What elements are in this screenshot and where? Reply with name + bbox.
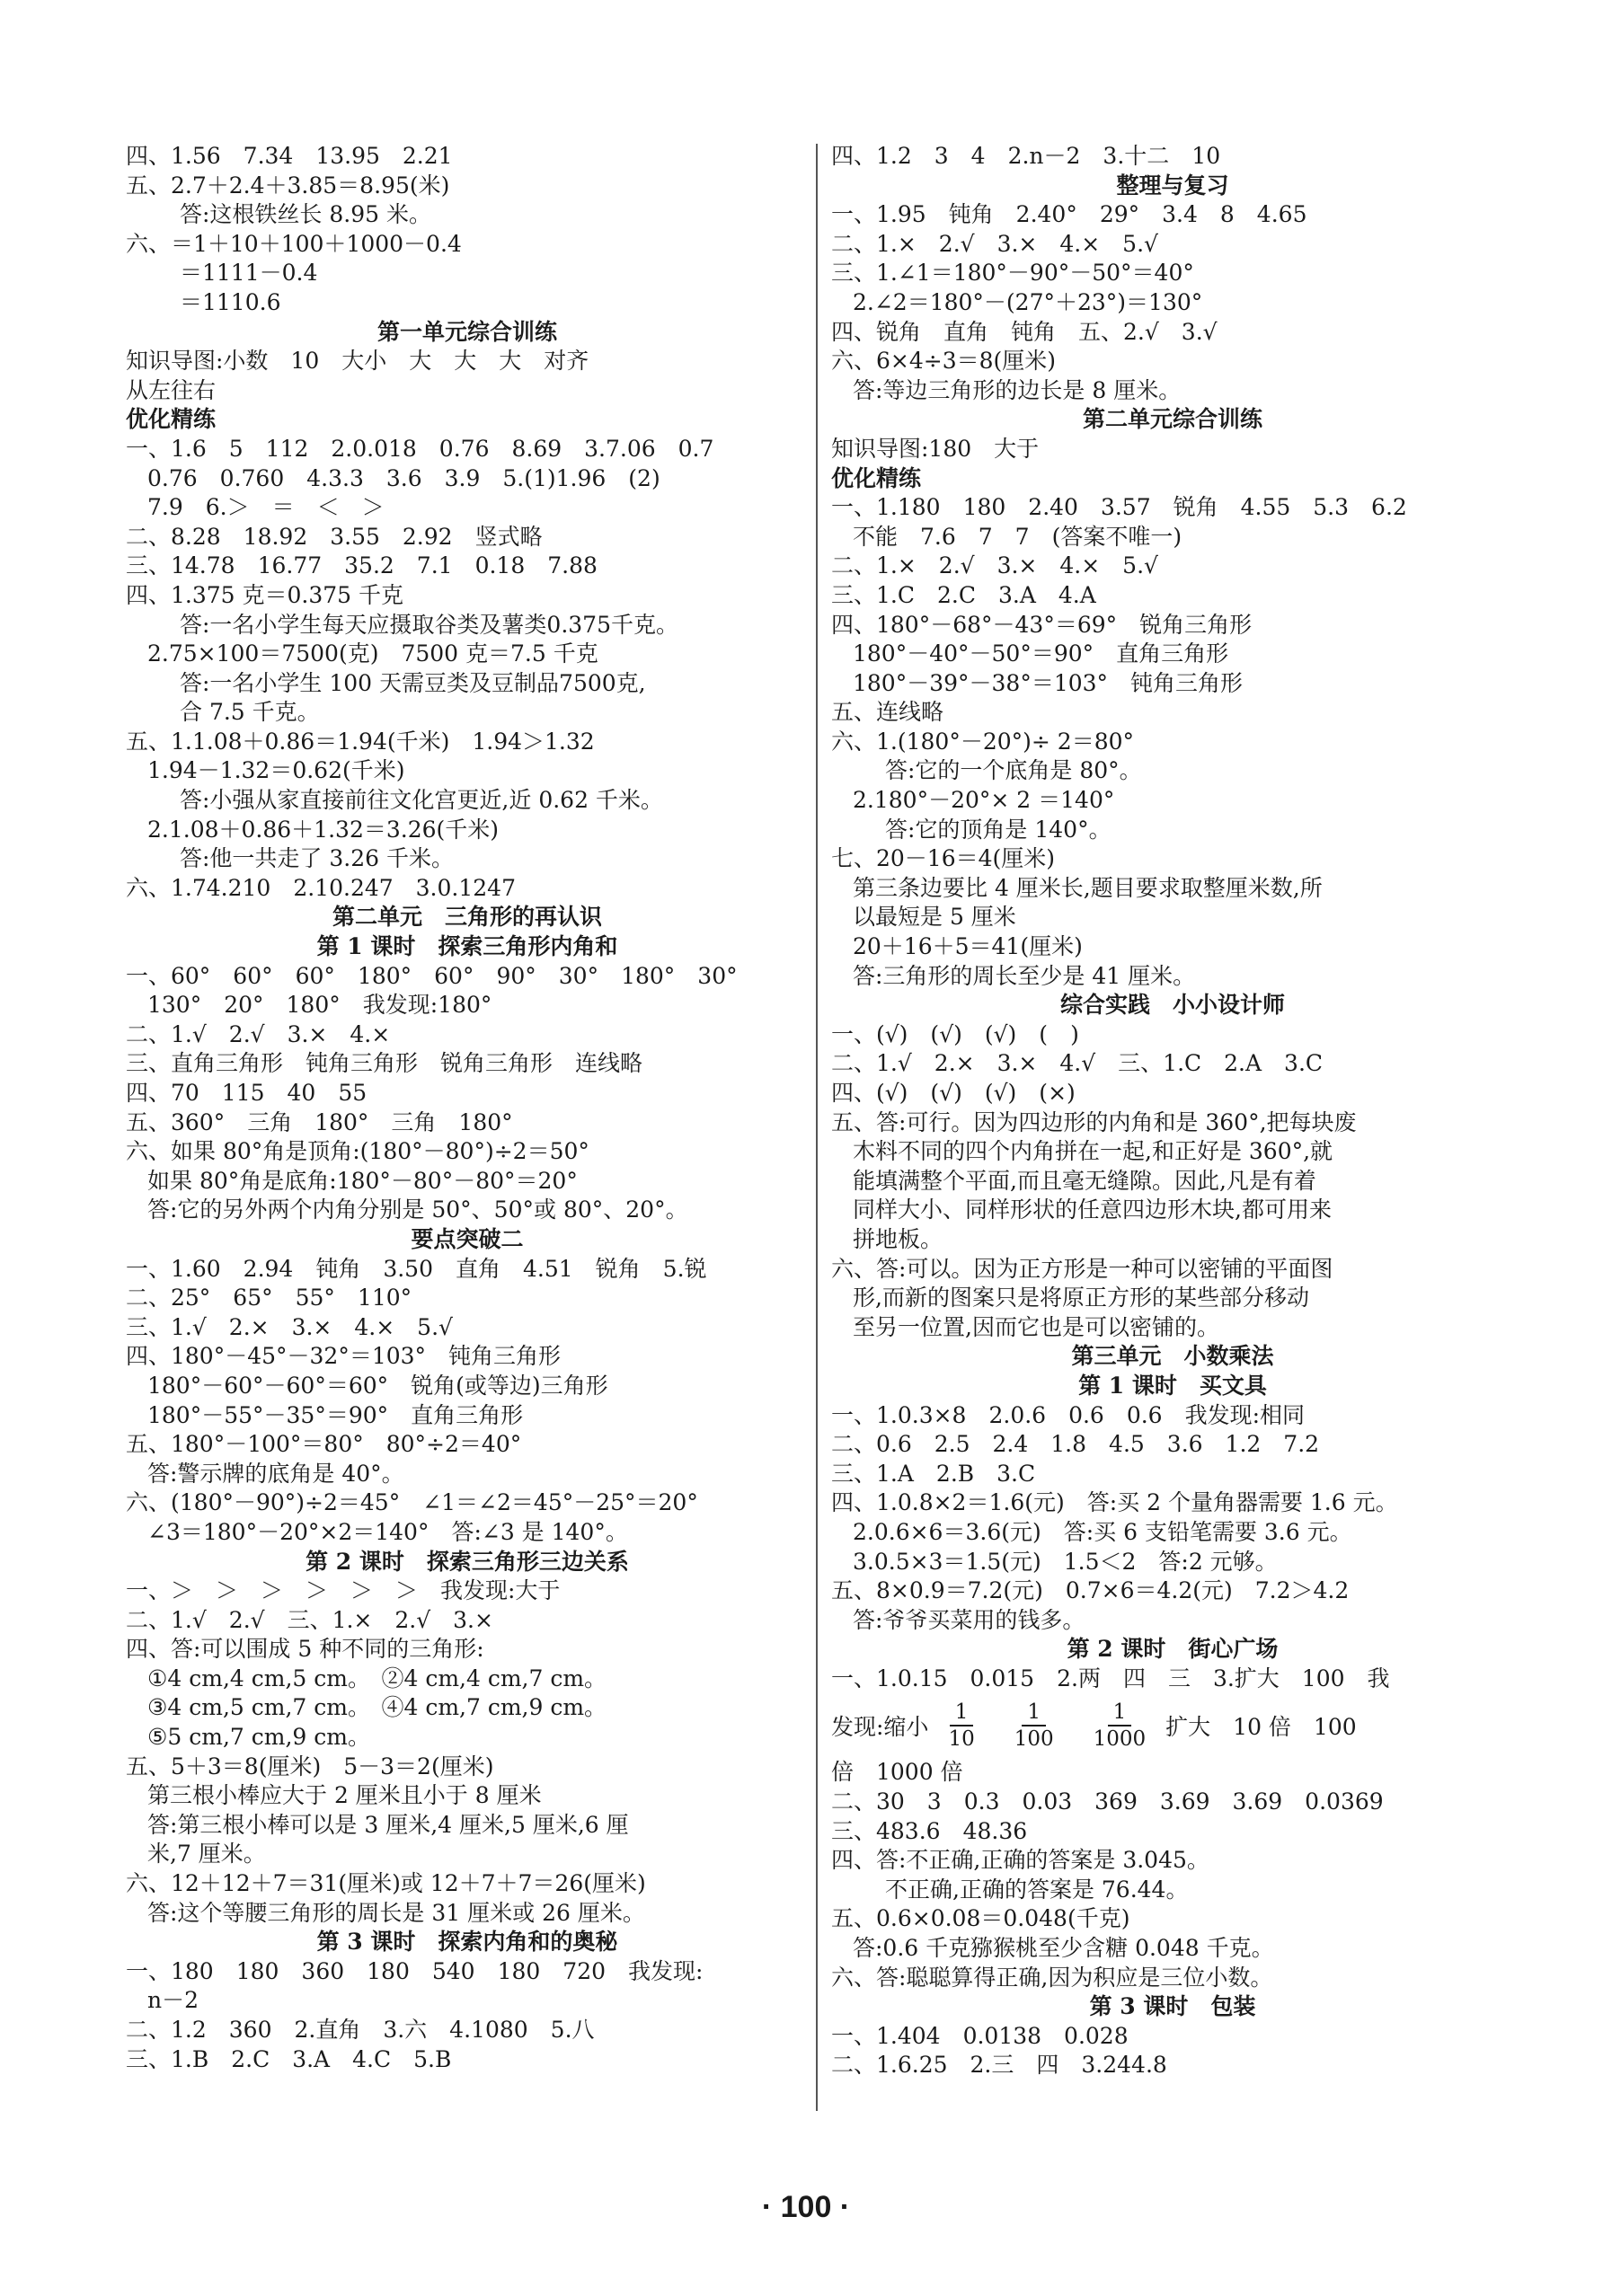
answer-line: 2.75×100＝7500(克) 7500 克＝7.5 千克 (147, 640, 598, 667)
answer-line: 二、1.× 2.√ 3.× 4.× 5.√ (831, 230, 1158, 257)
answer-line: 五、2.7＋2.4＋3.85＝8.95(米) (126, 172, 450, 199)
section-heading: 第 3 课时 包装 (1089, 1993, 1256, 2020)
answer-line: 答:三角形的周长至少是 41 厘米。 (853, 962, 1196, 989)
answer-line: 不能 7.6 7 7 (答案不唯一) (853, 523, 1182, 550)
fraction-1-100 (1014, 1700, 1054, 1752)
section-heading: 第 1 课时 探索三角形内角和 (316, 933, 618, 960)
answer-line: 四、180°－68°－43°＝69° 锐角三角形 (831, 611, 1253, 638)
answer-line: 180°－60°－60°＝60° 锐角(或等边)三角形 (147, 1372, 608, 1399)
answer-line: 一、1.95 钝角 2.40° 29° 3.4 8 4.65 (831, 201, 1307, 228)
answer-line: 一、1.404 0.0138 0.028 (831, 2022, 1129, 2049)
fraction-row-prefix: 发现:缩小 (831, 1714, 929, 1741)
answer-line: 三、1.C 2.C 3.A 4.A (831, 581, 1096, 608)
answer-line: 0.76 0.760 4.3.3 3.6 3.9 5.(1)1.96 (2) (147, 464, 660, 491)
answer-line: 不正确,正确的答案是 76.44。 (885, 1876, 1189, 1903)
fraction-denominator: 1000 (1093, 1727, 1147, 1752)
column-divider (816, 144, 818, 2111)
answer-line: 答:警示牌的底角是 40°。 (147, 1460, 404, 1487)
answer-line: 四、70 115 40 55 (126, 1080, 368, 1106)
answer-line: 二、1.√ 2.√ 三、1.× 2.√ 3.× (126, 1606, 493, 1633)
answer-line: 三、483.6 48.36 (831, 1817, 1028, 1844)
answer-line: ＝1111－0.4 (180, 260, 318, 287)
answer-line: 答:一名小学生 100 天需豆类及豆制品7500克, (180, 669, 646, 696)
answer-line: 能填满整个平面,而且毫无缝隙。因此,凡是有着 (853, 1167, 1316, 1194)
answer-line: ③4 cm,5 cm,7 cm。 ④4 cm,7 cm,9 cm。 (147, 1694, 607, 1721)
right-column-head (831, 142, 1514, 1693)
fraction-denominator: 10 (948, 1727, 975, 1752)
answer-line: 六、答:聪聪算得正确,因为积应是三位小数。 (831, 1964, 1273, 1991)
answer-line: 合 7.5 千克。 (180, 699, 320, 726)
fraction-row-suffix: 扩大 10 倍 100 (1165, 1714, 1357, 1741)
answer-line: 四、1.2 3 4 2.n－2 3.十二 10 (831, 143, 1221, 169)
answer-line: 四、1.0.8×2＝1.6(元) 答:买 2 个量角器需要 1.6 元。 (831, 1489, 1398, 1516)
answer-line: 20＋16＋5＝41(厘米) (853, 933, 1083, 960)
answer-line: 答:小强从家直接前往文化宫更近,近 0.62 千米。 (180, 787, 663, 814)
answer-line: 二、1.√ 2.× 3.× 4.√ 三、1.C 2.A 3.C (831, 1050, 1324, 1077)
answer-line: 第三根小棒应大于 2 厘米且小于 8 厘米 (147, 1782, 542, 1809)
answer-line: 第三条边要比 4 厘米长,题目要求取整厘米数,所 (853, 874, 1323, 901)
section-heading: 第二单元综合训练 (1082, 406, 1262, 433)
answer-line: 180°－55°－35°＝90° 直角三角形 (147, 1401, 524, 1428)
answer-line: 一、1.60 2.94 钝角 3.50 直角 4.51 锐角 5.锐 (126, 1255, 707, 1282)
answer-line: 二、25° 65° 55° 110° (126, 1285, 412, 1311)
answer-line: 答:爷爷买菜用的钱多。 (853, 1606, 1085, 1633)
answer-line: 知识导图:小数 10 大小 大 大 大 对齐 (126, 348, 589, 375)
answer-line: 三、1.A 2.B 3.C (831, 1460, 1036, 1487)
answer-line: 2.∠2＝180°－(27°＋23°)＝130° (853, 288, 1203, 315)
answer-line: 答:这根铁丝长 8.95 米。 (180, 201, 431, 228)
section-heading: 第三单元 小数乘法 (1071, 1343, 1274, 1370)
answer-line: 五、答:可行。因为四边形的内角和是 360°,把每块废 (831, 1108, 1357, 1135)
right-column-tail (831, 1758, 1514, 2080)
answer-line: 答:第三根小棒可以是 3 厘米,4 厘米,5 厘米,6 厘 (147, 1811, 629, 1838)
answer-line: 从左往右 (126, 376, 217, 403)
answer-line: 二、0.6 2.5 2.4 1.8 4.5 3.6 1.2 7.2 (831, 1431, 1320, 1458)
answer-line: 180°－39°－38°＝103° 钝角三角形 (853, 669, 1244, 696)
section-heading: 第一单元综合训练 (376, 318, 557, 345)
answer-line: ⑤5 cm,7 cm,9 cm。 (147, 1724, 370, 1751)
fraction-denominator: 100 (1014, 1727, 1054, 1752)
answer-line: 三、1.√ 2.× 3.× 4.× 5.√ (126, 1313, 453, 1340)
fraction-row (831, 1693, 1514, 1758)
answer-line: 同样大小、同样形状的任意四边形木块,都可用来 (853, 1197, 1332, 1223)
answer-line: 答:他一共走了 3.26 千米。 (180, 845, 454, 872)
answer-line: ＝1110.6 (180, 288, 281, 315)
answer-line: 优化精练 (126, 406, 217, 433)
fraction-1-1000 (1094, 1700, 1147, 1752)
answer-line: 二、1.2 360 2.直角 3.六 4.1080 5.八 (126, 2017, 595, 2043)
section-heading: 第 2 课时 探索三角形三边关系 (306, 1548, 629, 1575)
answer-line: 六、如果 80°角是顶角:(180°－80°)÷2＝50° (126, 1138, 589, 1165)
answer-line: 三、14.78 16.77 35.2 7.1 0.18 7.88 (126, 552, 598, 579)
answer-line: 一、1.0.3×8 2.0.6 0.6 0.6 我发现:相同 (831, 1401, 1306, 1428)
answer-line: 7.9 6.＞ ＝ ＜ ＞ (147, 494, 385, 521)
answer-line: 1.94－1.32＝0.62(千米) (147, 757, 405, 784)
answer-line: 四、1.375 克＝0.375 千克 (126, 581, 404, 608)
answer-line: 二、8.28 18.92 3.55 2.92 竖式略 (126, 523, 543, 550)
answer-line: 知识导图:180 大于 (831, 435, 1040, 462)
answer-line: 七、20－16＝4(厘米) (831, 845, 1056, 872)
left-column (126, 142, 809, 2074)
answer-line: 3.0.5×3＝1.5(元) 1.5＜2 答:2 元够。 (853, 1548, 1278, 1575)
answer-line: 答:它的一个底角是 80°。 (885, 757, 1142, 784)
answer-line: 三、1.B 2.C 3.A 4.C 5.B (126, 2045, 452, 2072)
answer-line: 130° 20° 180° 我发现:180° (147, 992, 492, 1019)
answer-line: 五、5＋3＝8(厘米) 5－3＝2(厘米) (126, 1753, 494, 1779)
answer-line: 四、答:可以围成 5 种不同的三角形: (126, 1636, 484, 1663)
fraction-1-10 (948, 1700, 974, 1752)
answer-line: 二、1.6.25 2.三 四 3.244.8 (831, 2052, 1167, 2079)
answer-line: 答:0.6 千克猕猴桃至少含糖 0.048 千克。 (853, 1935, 1274, 1962)
answer-line: ①4 cm,4 cm,5 cm。 ②4 cm,4 cm,7 cm。 (147, 1665, 607, 1691)
fraction-numerator: 1 (950, 1700, 974, 1726)
answer-line: 米,7 厘米。 (147, 1841, 266, 1868)
answer-line: 如果 80°角是底角:180°－80°－80°＝20° (147, 1167, 578, 1194)
answer-line: 答:它的另外两个内角分别是 50°、50°或 80°、20°。 (147, 1197, 688, 1223)
answer-line: 拼地板。 (853, 1225, 943, 1252)
answer-line: 至另一位置,因而它也是可以密铺的。 (853, 1313, 1219, 1340)
answer-line: 六、答:可以。因为正方形是一种可以密铺的平面图 (831, 1255, 1333, 1282)
section-heading: 第 2 课时 街心广场 (1067, 1636, 1279, 1663)
answer-line: 四、锐角 直角 钝角 五、2.√ 3.√ (831, 318, 1218, 345)
answer-line: 一、60° 60° 60° 180° 60° 90° 30° 180° 30° (126, 962, 738, 989)
answer-line: 四、答:不正确,正确的答案是 3.045。 (831, 1847, 1209, 1874)
answer-line: 一、＞ ＞ ＞ ＞ ＞ ＞ 我发现:大于 (126, 1577, 561, 1604)
answer-line: 答:它的顶角是 140°。 (885, 816, 1112, 843)
answer-line: ∠3＝180°－20°×2＝140° 答:∠3 是 140°。 (147, 1518, 628, 1545)
answer-line: n－2 (147, 1987, 199, 2014)
right-column (831, 142, 1514, 2080)
answer-line: 四、180°－45°－32°＝103° 钝角三角形 (126, 1343, 562, 1370)
section-heading: 第二单元 三角形的再认识 (332, 904, 602, 931)
answer-line: 二、30 3 0.3 0.03 369 3.69 3.69 0.0369 (831, 1788, 1384, 1815)
answer-line: 一、1.0.15 0.015 2.两 四 三 3.扩大 100 我 (831, 1665, 1390, 1691)
answer-line: 形,而新的图案只是将原正方形的某些部分移动 (853, 1285, 1309, 1311)
answer-line: 2.1.08＋0.86＋1.32＝3.26(千米) (147, 816, 500, 843)
answer-line: 六、1.74.210 2.10.247 3.0.1247 (126, 874, 516, 901)
answer-line: 优化精练 (831, 464, 922, 491)
answer-line: 四、(√) (√) (√) (×) (831, 1080, 1076, 1106)
answer-line: 二、1.× 2.√ 3.× 4.× 5.√ (831, 552, 1158, 579)
answer-line: 三、1.∠1＝180°－90°－50°＝40° (831, 260, 1194, 287)
answer-line: 以最短是 5 厘米 (853, 904, 1016, 931)
answer-line: 六、12＋12＋7＝31(厘米)或 12＋7＋7＝26(厘米) (126, 1870, 646, 1897)
answer-line: 木料不同的四个内角拼在一起,和正好是 360°,就 (853, 1138, 1333, 1165)
answer-line: 180°－40°－50°＝90° 直角三角形 (853, 640, 1229, 667)
answer-line: 2.0.6×6＝3.6(元) 答:买 6 支铅笔需要 3.6 元。 (853, 1518, 1352, 1545)
answer-line: 答:等边三角形的边长是 8 厘米。 (853, 376, 1182, 403)
answer-line: 五、1.1.08＋0.86＝1.94(千米) 1.94＞1.32 (126, 728, 595, 755)
answer-line: 六、(180°－90°)÷2＝45° ∠1＝∠2＝45°－25°＝20° (126, 1489, 698, 1516)
answer-line: 一、180 180 360 180 540 180 720 我发现: (126, 1957, 704, 1984)
section-heading: 整理与复习 (1116, 172, 1229, 199)
fraction-numerator: 1 (1108, 1700, 1132, 1726)
answer-line: 六、1.(180°－20°)÷ 2＝80° (831, 728, 1134, 755)
answer-line: 二、1.√ 2.√ 3.× 4.× (126, 1020, 391, 1047)
section-heading: 第 1 课时 买文具 (1078, 1372, 1267, 1399)
answer-line: 五、连线略 (831, 699, 944, 726)
answer-line: 一、1.180 180 2.40 3.57 锐角 4.55 5.3 6.2 (831, 494, 1407, 521)
answer-line: 三、直角三角形 钝角三角形 锐角三角形 连线略 (126, 1050, 643, 1077)
answer-line: 答:这个等腰三角形的周长是 31 厘米或 26 厘米。 (147, 1899, 645, 1926)
answer-line: 答:一名小学生每天应摄取谷类及薯类0.375千克。 (180, 611, 678, 638)
answer-line: 五、8×0.9＝7.2(元) 0.7×6＝4.2(元) 7.2＞4.2 (831, 1577, 1350, 1604)
answer-line: 一、1.6 5 112 2.0.018 0.76 8.69 3.7.06 0.7 (126, 435, 714, 462)
answer-line: 六、6×4÷3＝8(厘米) (831, 348, 1057, 375)
section-heading: 第 3 课时 探索内角和的奥秘 (316, 1929, 618, 1956)
answer-line: 五、180°－100°＝80° 80°÷2＝40° (126, 1431, 522, 1458)
answer-line: 五、0.6×0.08＝0.048(千克) (831, 1905, 1130, 1932)
answer-line: 六、＝1＋10＋100＋1000－0.4 (126, 230, 462, 257)
fraction-numerator: 1 (1022, 1700, 1046, 1726)
answer-line: 2.180°－20°× 2 ＝140° (853, 787, 1115, 814)
answer-line: 倍 1000 倍 (831, 1759, 963, 1786)
page-number: · 100 · (761, 2190, 851, 2224)
answer-line: 五、360° 三角 180° 三角 180° (126, 1108, 513, 1135)
section-heading: 要点突破二 (411, 1225, 524, 1252)
section-heading: 综合实践 小小设计师 (1059, 992, 1285, 1019)
answer-line: 一、(√) (√) (√) ( ) (831, 1020, 1079, 1047)
answer-line: 四、1.56 7.34 13.95 2.21 (126, 143, 453, 169)
